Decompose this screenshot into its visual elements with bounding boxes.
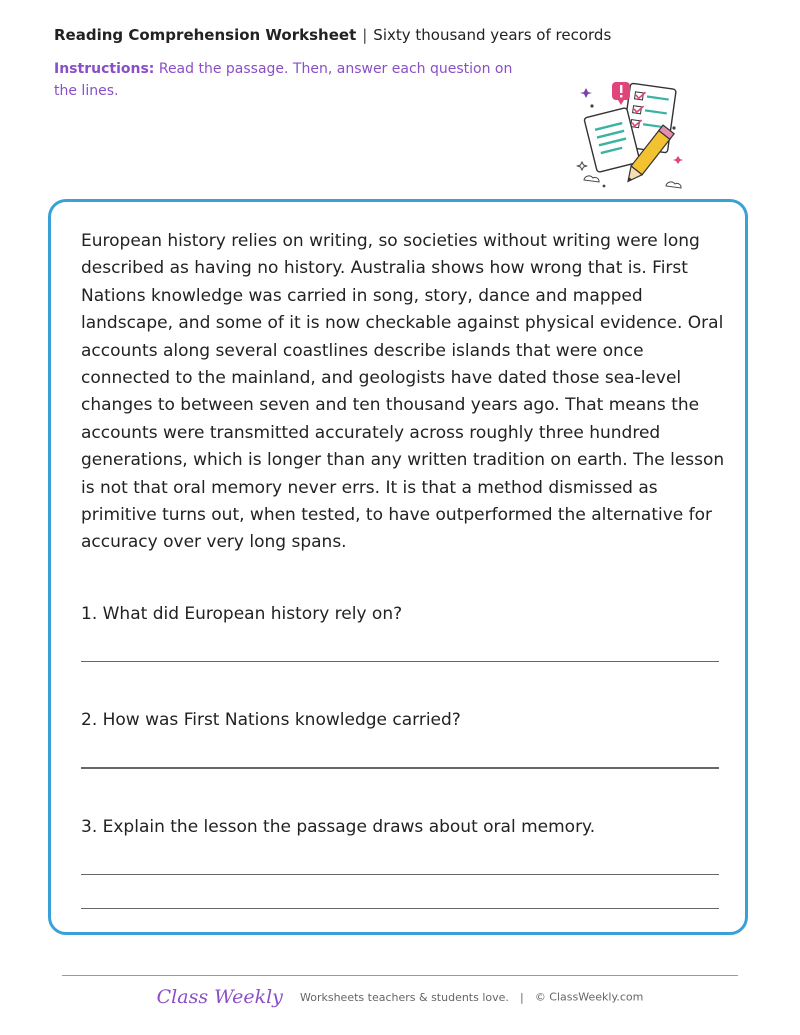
instructions-label: Instructions: [54, 61, 155, 77]
answer-line-q1[interactable] [81, 661, 719, 662]
worksheet-title: Reading Comprehension Worksheet [54, 26, 357, 44]
footer-copyright: © ClassWeekly.com [534, 990, 644, 1004]
answer-line-q2[interactable] [81, 767, 719, 769]
footer [0, 986, 800, 1008]
worksheet-header [54, 26, 611, 44]
answer-line-q3-first[interactable] [81, 874, 719, 875]
footer-tagline: Worksheets teachers & students love. [300, 990, 509, 1004]
footer-separator: | [520, 990, 524, 1004]
worksheet-subtitle: Sixty thousand years of records [373, 26, 612, 44]
footer-divider [62, 975, 738, 976]
brand-logo: Class Weekly [156, 986, 283, 1008]
question-3: 3. Explain the lesson the passage draws about oral memory. [81, 817, 596, 837]
passage-card [48, 199, 748, 935]
instructions-text: Read the passage. Then, answer each question on the lines. [54, 61, 513, 99]
question-2: 2. How was First Nations knowledge carried? [81, 710, 461, 730]
reading-passage: European history relies on writing, so societies without writing were long described as having no history. Australia shows how wrong that is. First Nations knowledge was carried in song, story, dance and mapped landscape, and some of it is now checkable against physical evidence. Oral accounts along several coastlines describe islands that were once connected to the mainland, and geologists have dated those sea-level changes to between seven and ten thousand years ago. That means the accounts were transmitted accurately across roughly three hundred generations, which is longer than any written tradition on earth. The lesson is not that oral memory never errs. It is that a method dismissed as primitive turns out, when tested, to have outperformed the alternative for accuracy over very long spans. [81, 231, 725, 553]
worksheet-checklist-pencil-icon [574, 76, 692, 194]
instructions [54, 58, 514, 102]
question-1: 1. What did European history rely on? [81, 604, 403, 624]
answer-line-q3-second[interactable] [81, 908, 719, 909]
header-separator: | [362, 26, 368, 44]
